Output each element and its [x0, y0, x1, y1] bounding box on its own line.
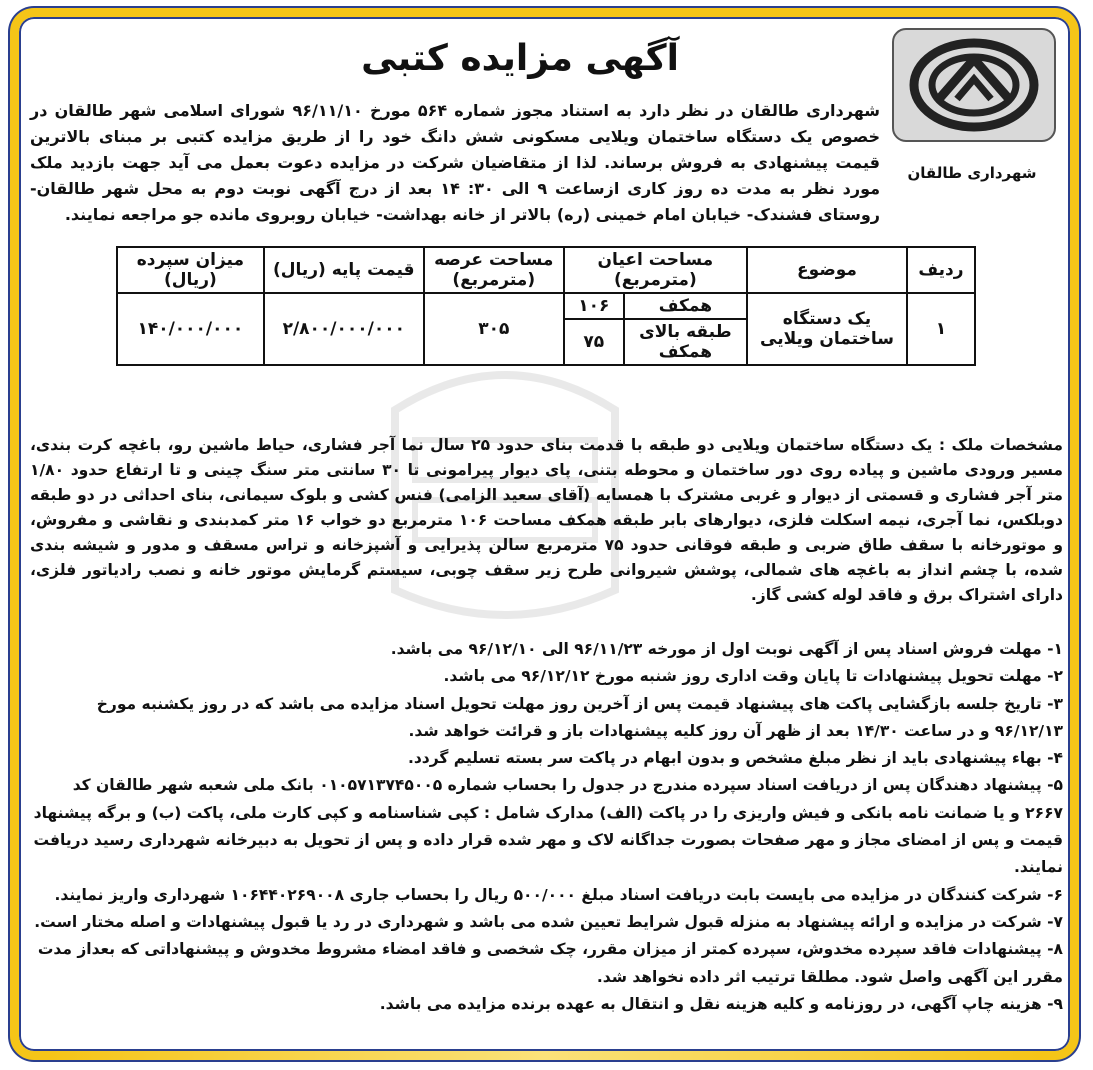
conditions-list: [30, 636, 1063, 1018]
cell-floor1-area: ۱۰۶: [564, 293, 624, 319]
header-building-area: مساحت اعیان (مترمربع): [564, 247, 747, 293]
property-specs: مشخصات ملک : یک دستگاه ساختمان ویلایی دو طبقه با قدمت بنای حدود ۲۵ سال نما آجر فشاری، حیاط ماشین رو، باغچه کرت بندی، مسیر ورودی ماشین و پیاده روی دور ساختمان و محوطه بتنی، پای دیوار پیرامونی تا ۳۰ سانتی متر سنگ چینی و تا ارتفاع حدود ۱/۸۰ متر آجر فشاری و قسمتی از دیوار و غربی مشترک با همسایه (آقای سعید الزامی) فنس کشی و بلوک سیمانی، بنای احداثی در دو طبقه دوبلکس، نما آجری، نیمه اسکلت فلزی، دیوارهای بابر طبقه همکف مساحت ۱۰۶ مترمربع دو خواب ۱۶ متر کمدبندی و نقاشی و مفروش، و موتورخانه با سقف طاق ضربی و طبقه فوقانی حدود ۷۵ مترمربع سالن پذیرایی و آشپزخانه و تراس مسقف و مدور و شیشه بندی شده، با چشم انداز به باغچه های شمالی، پوشش شیروانی طرح زیر سقف چوبی، سیستم گرمایش موتور خانه و نصب رادیاتور فلزی، دارای اشتراک برق و فاقد لوله کشی گاز.: [30, 436, 1063, 604]
cell-base-price: ۲/۸۰۰/۰۰۰/۰۰۰: [264, 293, 424, 365]
condition-item: ۳- تاریخ جلسه بازگشایی پاکت های پیشنهاد قیمت پس از آخرین روز مهلت تحویل اسناد مزایده می باشد که در روز یکشنبه مورخ ۹۶/۱۲/۱۳ و در ساعت ۱۴/۳۰ بعد از ظهر آن روز کلیه پیشنهادات باز و قرائت خواهد شد.: [96, 694, 1063, 740]
logo-box: [892, 28, 1056, 142]
municipality-emblem-icon: [909, 37, 1039, 133]
condition-item: ۹- هزینه چاپ آگهی، در روزنامه و کلیه هزینه نقل و انتقال به عهده برنده مزایده می باشد.: [379, 994, 1063, 1013]
header-subject: موضوع: [747, 247, 907, 293]
cell-floor1-label: همکف: [624, 293, 747, 319]
cell-row-num: ۱: [907, 293, 975, 365]
header-land-area: مساحت عرصه (مترمربع): [424, 247, 564, 293]
cell-floor2-label: طبقه بالای همکف: [624, 319, 747, 365]
table-row: [117, 293, 975, 319]
cell-deposit: ۱۴۰/۰۰۰/۰۰۰: [117, 293, 264, 365]
header-base-price: قیمت پایه (ریال): [264, 247, 424, 293]
logo-caption: شهرداری طالقان: [907, 164, 1037, 182]
condition-item: ۵- پیشنهاد دهندگان پس از دریافت اسناد سپرده مندرج در جدول را بحساب شماره ۰۱۰۵۷۱۳۷۴۵۰۰۵ بانک ملی شعبه شهر طالقان کد ۲۶۶۷ و یا ضمانت نامه بانکی و فیش واریزی را در پاکت (الف) مدارک شامل : کپی شناسنامه و کپی کارت ملی، پاکت (ب) و برگه پیشنهاد قیمت و پس از امضای مجاز و مهر صفحات بصورت جداگانه لاک و مهر شده قرار داده و پس از تحویل به دبیرخانه شهرداری رسید دریافت نمایند.: [33, 776, 1063, 877]
cell-land-area: ۳۰۵: [424, 293, 564, 365]
condition-item: ۴- بهاء پیشنهادی باید از نظر مبلغ مشخص و بدون ابهام در پاکت سر بسته تسلیم گردد.: [407, 749, 1063, 768]
page-title: آگهی مزایده کتبی: [361, 38, 679, 79]
condition-item: ۷- شرکت در مزایده و ارائه پیشنهاد به منزله قبول شرایط تعیین شده می باشد و شهرداری در رد یا قبول پیشنهادات و اصله مختار است.: [34, 912, 1063, 931]
condition-item: ۸- پیشنهادات فاقد سپرده مخدوش، سپرده کمتر از میزان مقرر، چک شخصی و فاقد امضاء مشروط مخدوش و پیشنهاداتی که بعداز مدت مقرر این آگهی واصل شود. مطلقا ترتیب اثر داده نخواهد شد.: [37, 940, 1063, 986]
intro-paragraph: شهرداری طالقان در نظر دارد به استناد مجوز شماره ۵۶۴ مورخ ۹۶/۱۱/۱۰ شورای اسلامی شهر طالقان در خصوص یک دستگاه ساختمان ویلایی مسکونی شش دانگ خود را از طریق مزایده کتبی بر مبنای بالاترین قیمت پیشنهادی به فروش برساند. لذا از متقاضیان شرکت در مزایده دعوت بعمل می آید جهت بازدید ملک مورد نظر به مدت ده روز کاری ازساعت ۹ الی ۳۰: ۱۴ بعد از درج آگهی نوبت دوم به محل شهر طالقان- روستای فشندک- خیابان امام خمینی (ره) بالاتر از خانه بهداشت- خیابان روبروی مانده جو مراجعه نمایند.: [30, 101, 881, 224]
header-deposit: میزان سپرده (ریال): [117, 247, 264, 293]
header-row-num: ردیف: [907, 247, 975, 293]
condition-item: ۱- مهلت فروش اسناد پس از آگهی نوبت اول از مورخه ۹۶/۱۱/۲۳ الی ۹۶/۱۲/۱۰ می باشد.: [390, 640, 1063, 658]
condition-item: ۲- مهلت تحویل پیشنهادات تا پایان وقت اداری روز شنبه مورخ ۹۶/۱۲/۱۲ می باشد.: [443, 667, 1063, 686]
cell-floor2-area: ۷۵: [564, 319, 624, 365]
condition-item: ۶- شرکت کنندگان در مزایده می بایست بابت دریافت اسناد مبلغ ۵۰۰/۰۰۰ ریال را بحساب جاری ۱۰۶۴۴۰۲۶۹۰۰۸ شهرداری واریز نمایند.: [54, 885, 1063, 904]
table-header-row: [117, 247, 975, 293]
cell-subject: یک دستگاه ساختمان ویلایی: [747, 293, 907, 365]
